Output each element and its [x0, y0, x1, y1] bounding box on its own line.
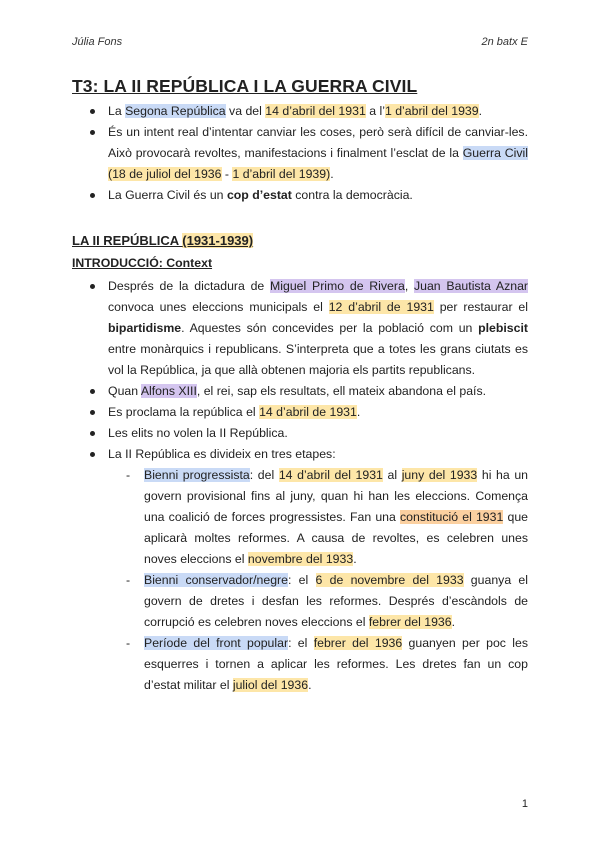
bold-term: plebiscit: [478, 321, 528, 335]
context-bullet-5: La II República es divideix en tres etapes: - Bienni progressista: del 14 d’abril del 1931 al juny del 1933 hi ha un govern provisional fins al juny, quan hi han les eleccions. Comença una coalició de forces progressistes. Fan una constitució el 1931 que aplicarà moltes reformes. A causa de revoltes, es celebren unes noves eleccions el novembre del 1933. - Bienni conservador/negre: el 6 de novembre del 1933 guanya el govern de dretes i desfan les reformes. Després d’escàndols de corrupció es celebren noves eleccions el febrer del 1936. - Període del front popular: el febrer del 1936 guanyen per poc les esquerres i tornen a aplicar les reformes. Les dretes fan un cop d’estat militar el juliol del 1936.: [72, 444, 528, 696]
header-class: 2n batx E: [481, 36, 528, 48]
highlight-date: 1 d’abril del 1939: [384, 104, 479, 118]
highlight-date: febrer del 1936: [368, 615, 452, 629]
intro-bullet-3: La Guerra Civil és un cop d’estat contra la democràcia.: [72, 185, 528, 206]
context-list: [72, 276, 528, 696]
highlight-date: 14 d’abril de 1931: [259, 405, 357, 419]
highlight-date: 1 d’abril del 1939): [232, 167, 331, 181]
highlight-date: febrer del 1936: [313, 636, 403, 650]
stage-2: - Bienni conservador/negre: el 6 de novembre del 1933 guanya el govern de dretes i desfan les reformes. Després d’escàndols de corrupció es celebren noves eleccions el febrer del 1936.: [108, 570, 528, 633]
stages-list: [108, 465, 528, 696]
context-bullet-3: Es proclama la república el 14 d’abril de 1931.: [72, 402, 528, 423]
highlight-person: Alfons XIII: [140, 384, 197, 398]
intro-list: [72, 101, 528, 206]
section-title: LA II REPÚBLICA (1931-1939): [72, 233, 254, 248]
highlight-term: Bienni conservador/negre: [144, 573, 288, 587]
context-bullet-2: Quan Alfons XIII, el rei, sap els resultats, ell mateix abandona el país.: [72, 381, 528, 402]
highlight-person: Juan Bautista Aznar: [413, 279, 529, 293]
intro-bullet-1: La Segona República va del 14 d’abril del 1931 a l’1 d’abril del 1939.: [72, 101, 528, 122]
highlight-date: 14 d’abril del 1931: [265, 104, 366, 118]
header-author: Júlia Fons: [72, 36, 123, 48]
bold-term: cop d’estat: [226, 188, 292, 202]
page-number: 1: [521, 798, 528, 810]
document-title: T3: LA II REPÚBLICA I LA GUERRA CIVIL: [72, 76, 418, 96]
highlight-date: (1931-1939): [182, 233, 254, 248]
section-subtitle: INTRODUCCIÓ: Context: [72, 256, 213, 270]
highlight-person: Miguel Primo de Rivera: [270, 279, 405, 293]
highlight-term: constitució el 1931: [400, 510, 504, 524]
bold-term: bipartidisme: [108, 321, 182, 335]
context-bullet-4: Les elits no volen la II República.: [72, 423, 528, 444]
context-bullet-1: Després de la dictadura de Miguel Primo de Rivera, Juan Bautista Aznar convoca unes eleccions municipals el 12 d’abril de 1931 per restaurar el bipartidisme. Aquestes són concevides per la població com un plebiscit entre monàrquics i republicans. S’interpreta que a totes les grans ciutats es vol la República, ja que allà obtenen majoria els partits republicans.: [72, 276, 528, 381]
stage-1: - Bienni progressista: del 14 d’abril del 1931 al juny del 1933 hi ha un govern provisional fins al juny, quan hi han les eleccions. Comença una coalició de forces progressistes. Fan una constitució el 1931 que aplicarà moltes reformes. A causa de revoltes, es celebren unes noves eleccions el novembre del 1933.: [108, 465, 528, 570]
highlight-date: 6 de novembre del 1933: [315, 573, 464, 587]
highlight-term: Bienni progressista: [144, 468, 250, 482]
stage-3: - Període del front popular: el febrer del 1936 guanyen per poc les esquerres i tornen a aplicar les reformes. Les dretes fan un cop d’estat militar el juliol del 1936.: [108, 633, 528, 696]
highlight-date: (18 de juliol del 1936: [108, 167, 222, 181]
highlight-date: novembre del 1933: [247, 552, 354, 566]
highlight-date: 12 d’abril de 1931: [328, 300, 434, 314]
highlight-term: Període del front popular: [144, 636, 289, 650]
intro-bullet-2: És un intent real d’intentar canviar les coses, però serà difícil de canviar-les. Això provocarà revoltes, manifestacions i finalment l’esclat de la Guerra Civil (18 de juliol del 1936 - 1 d’abril del 1939).: [72, 122, 528, 185]
highlight-date: juny del 1933: [401, 468, 478, 482]
highlight-term: Segona República: [125, 104, 226, 118]
highlight-date: 14 d’abril del 1931: [278, 468, 383, 482]
highlight-term: Guerra Civil: [462, 146, 528, 160]
highlight-date: juliol del 1936: [232, 678, 309, 692]
